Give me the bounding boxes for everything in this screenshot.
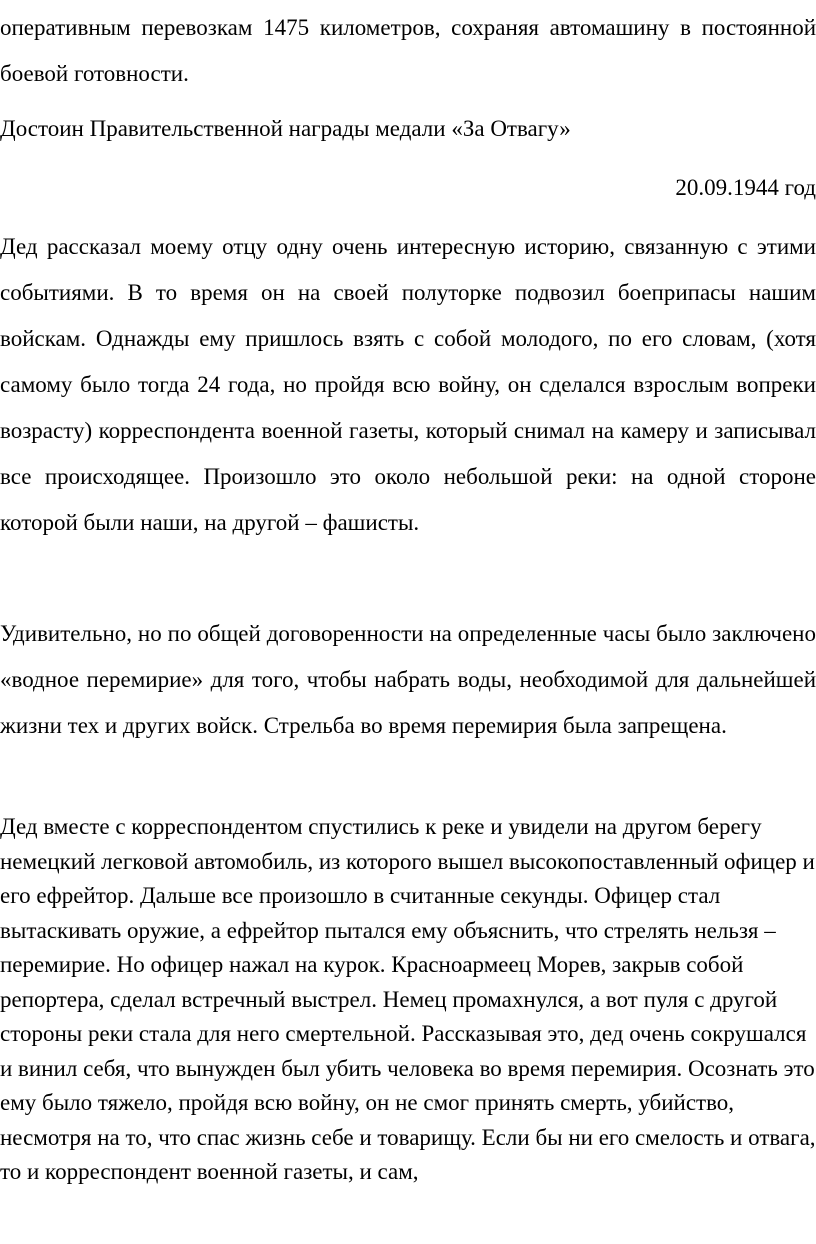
paragraph-award-recommendation: Достоин Правительственной награды медали «За Отвагу»: [0, 116, 571, 141]
paragraph-water-truce: Удивительно, но по общей договоренности на определенные часы было заключено «водное перемирие» для того, чтобы набрать воды, необходимой для дальнейшей жизни тех и других войск. Стрельба во время перемирия была запрещена.: [0, 621, 816, 738]
paragraph-incident: Дед вместе с корреспондентом спустились к реке и увидели на другом берегу немецкий легковой автомобиль, из которого вышел высокопоставленный офицер и его ефрейтор. Дальше все произошло в считанные секунды. Офицер стал вытаскивать оружие, а ефрейтор пытался ему объяснить, что стрелять нельзя – перемирие. Но офицер нажал на курок. Красноармеец Морев, закрыв собой репортера, сделал встречный выстрел. Немец промахнулся, а вот пуля с другой стороны реки стала для него смертельной. Рассказывая это, дед очень сокрушался и винил себя, что вынужден был убить человека во время перемирия. Осознать это ему было тяжело, пройдя всю войну, он не смог принять смерть, убийство, несмотря на то, что спас жизнь себе и товарищу. Если бы ни его смелость и отвага, то и корреспондент военной газеты, и сам,: [0, 814, 816, 1184]
paragraph-grandfather-story: Дед рассказал моему отцу одну очень интересную историю, связанную с этими событиями. В то время он на своей полуторке подвозил боеприпасы нашим войскам. Однажды ему пришлось взять с собой молодого, по его словам, (хотя самому было тогда 24 года, но пройдя всю войну, он сделался взрослым вопреки возрасту) корреспондента военной газеты, который снимал на камеру и записывал все происходящее. Произошло это около небольшой реки: на одной стороне которой были наши, на другой – фашисты.: [0, 234, 816, 535]
document-date: 20.09.1944 год: [675, 175, 816, 200]
paragraph-transport-distance: оперативным перевозкам 1475 километров, сохраняя автомашину в постоянной боевой готовности.: [0, 15, 816, 86]
